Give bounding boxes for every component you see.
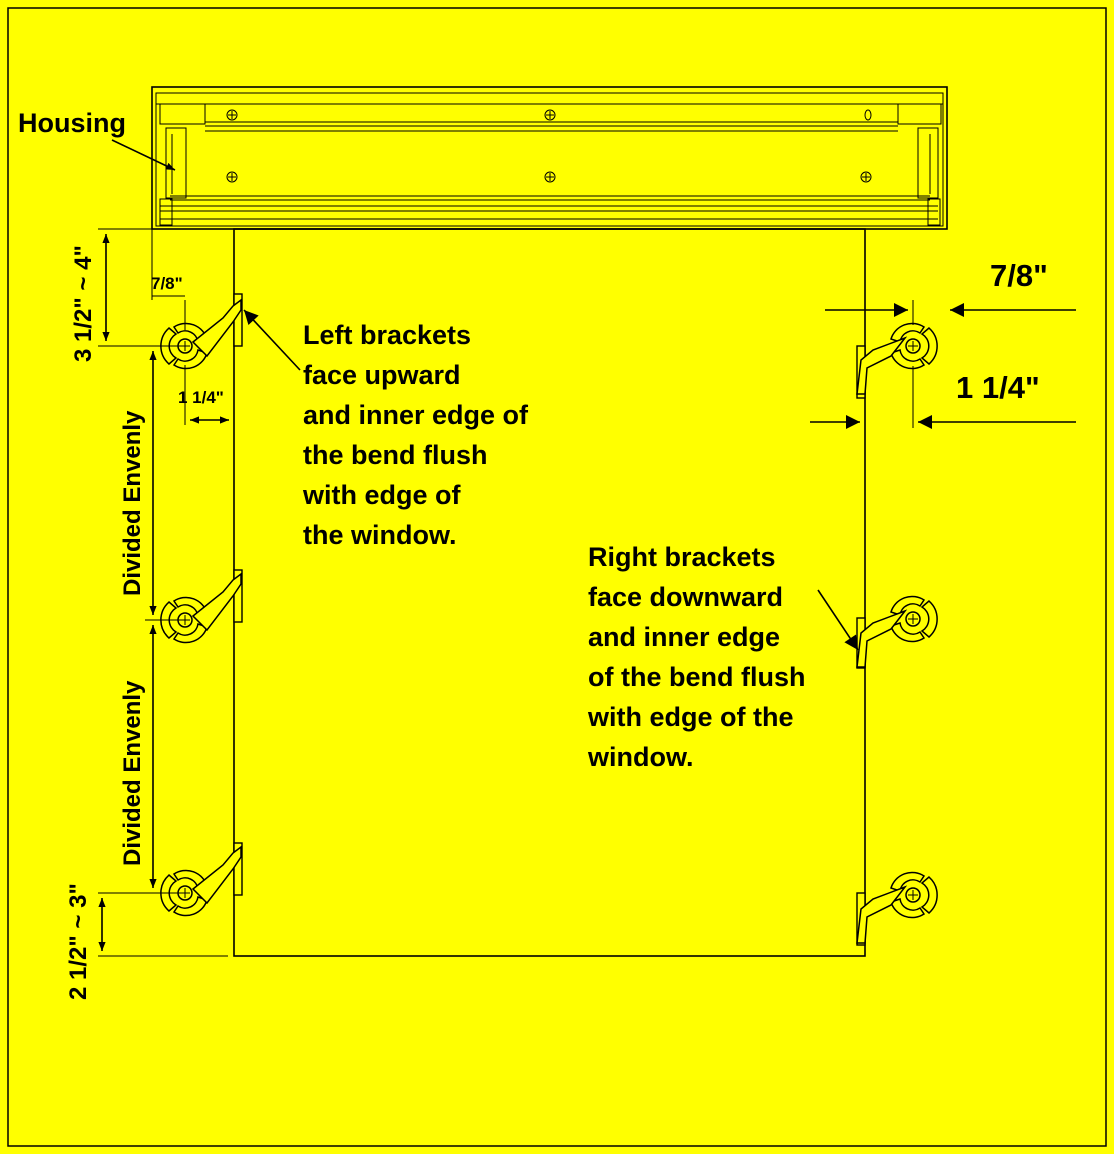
dim-spacing-lower: Divided Envenly: [119, 680, 146, 866]
page-border: [8, 8, 1106, 1146]
left-note-leader: [244, 310, 300, 370]
left-note-line: the window.: [303, 520, 457, 550]
left-bracket-top: [161, 294, 242, 369]
left-note-line: Left brackets: [303, 320, 472, 350]
dim-spacing-upper: Divided Envenly: [119, 410, 146, 596]
right-note-line: and inner edge: [588, 622, 781, 652]
housing: [152, 87, 947, 229]
right-note-line: window.: [588, 742, 694, 772]
housing-label: Housing: [18, 108, 126, 138]
left-note-line: with edge of: [303, 480, 461, 510]
left-note-line: and inner edge of: [303, 400, 529, 430]
dim-left-inset: 7/8": [151, 274, 183, 293]
left-bracket-middle: [161, 570, 242, 643]
left-bracket-note: [302, 320, 529, 550]
dim-left-bend: 1 1/4": [178, 388, 224, 407]
right-bracket-bottom: [857, 872, 937, 945]
dim-right-bend: 1 1/4": [956, 370, 1040, 405]
right-bracket-middle: [857, 596, 937, 668]
right-note-line: face downward: [588, 582, 784, 612]
right-bracket-note: [587, 542, 805, 772]
dim-top-offset: 3 1/2" ~ 4": [70, 245, 97, 362]
right-note-line: Right brackets: [588, 542, 776, 572]
right-note-line: with edge of the: [588, 702, 794, 732]
dim-bottom-offset: 2 1/2" ~ 3": [65, 883, 92, 1000]
dim-right-inset: 7/8": [990, 258, 1048, 293]
right-bracket-top: [857, 323, 937, 398]
left-note-line: face upward: [303, 360, 461, 390]
right-note-line: of the bend flush: [588, 662, 806, 692]
right-note-leader: [818, 590, 858, 650]
left-bracket-bottom: [161, 843, 242, 916]
left-note-line: the bend flush: [303, 440, 488, 470]
